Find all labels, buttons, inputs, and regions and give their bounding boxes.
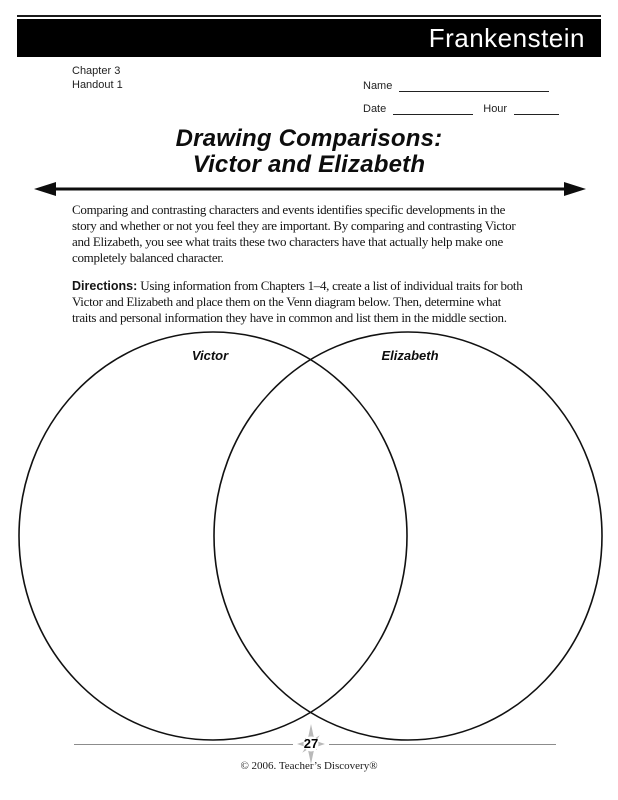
directions-line: Victor and Elizabeth and place them on the Venn diagram below. Then, determine what bbox=[72, 294, 501, 309]
hour-label: Hour bbox=[483, 103, 508, 115]
intro-line: completely balanced character. bbox=[72, 250, 224, 265]
venn-diagram bbox=[0, 325, 618, 749]
chapter-label: Chapter 3 bbox=[72, 65, 121, 77]
handout-label: Handout 1 bbox=[72, 79, 123, 91]
arrow-left-head bbox=[34, 182, 56, 196]
header-banner bbox=[17, 19, 601, 57]
divider-arrow bbox=[0, 179, 618, 199]
book-title: Frankenstein bbox=[428, 22, 585, 53]
name-field[interactable] bbox=[399, 78, 549, 92]
intro-line: story and whether or not you feel they are important. By comparing and contrasting Victor bbox=[72, 218, 516, 233]
header-top-rule bbox=[17, 15, 601, 17]
worksheet-title bbox=[0, 126, 618, 178]
date-label: Date bbox=[363, 103, 387, 115]
intro-paragraph bbox=[72, 202, 515, 266]
directions-label: Directions: bbox=[72, 279, 138, 293]
intro-line: and Elizabeth, you see what traits these two characters have that actually help make one bbox=[72, 234, 503, 249]
directions-paragraph bbox=[72, 278, 522, 326]
intro-line: Comparing and contrasting characters and events identifies specific developments in the bbox=[72, 202, 506, 217]
directions-line bbox=[72, 278, 522, 294]
worksheet-title-line1: Drawing Comparisons: bbox=[175, 125, 443, 152]
venn-right-circle[interactable] bbox=[214, 332, 602, 740]
name-label: Name bbox=[363, 80, 393, 92]
hour-field[interactable] bbox=[514, 101, 559, 115]
date-row bbox=[363, 101, 559, 115]
copyright-text: © 2006. Teacher’s Discovery® bbox=[240, 760, 378, 772]
directions-line-text: Using information from Chapters 1–4, create a list of individual traits for both bbox=[137, 278, 523, 293]
date-field[interactable] bbox=[393, 101, 473, 115]
worksheet-title-line2: Victor and Elizabeth bbox=[192, 151, 426, 178]
directions-line: traits and personal information they have in common and list them in the middle section. bbox=[72, 310, 507, 325]
venn-right-label: Elizabeth bbox=[381, 348, 439, 363]
venn-left-circle[interactable] bbox=[19, 332, 407, 740]
arrow-right-head bbox=[564, 182, 586, 196]
venn-left-label: Victor bbox=[191, 348, 229, 363]
footer-rule-right bbox=[329, 744, 556, 745]
name-row bbox=[363, 78, 549, 92]
page-number: 27 bbox=[303, 736, 319, 751]
chapter-handout-block bbox=[72, 64, 123, 92]
footer-rule-left bbox=[74, 744, 293, 745]
